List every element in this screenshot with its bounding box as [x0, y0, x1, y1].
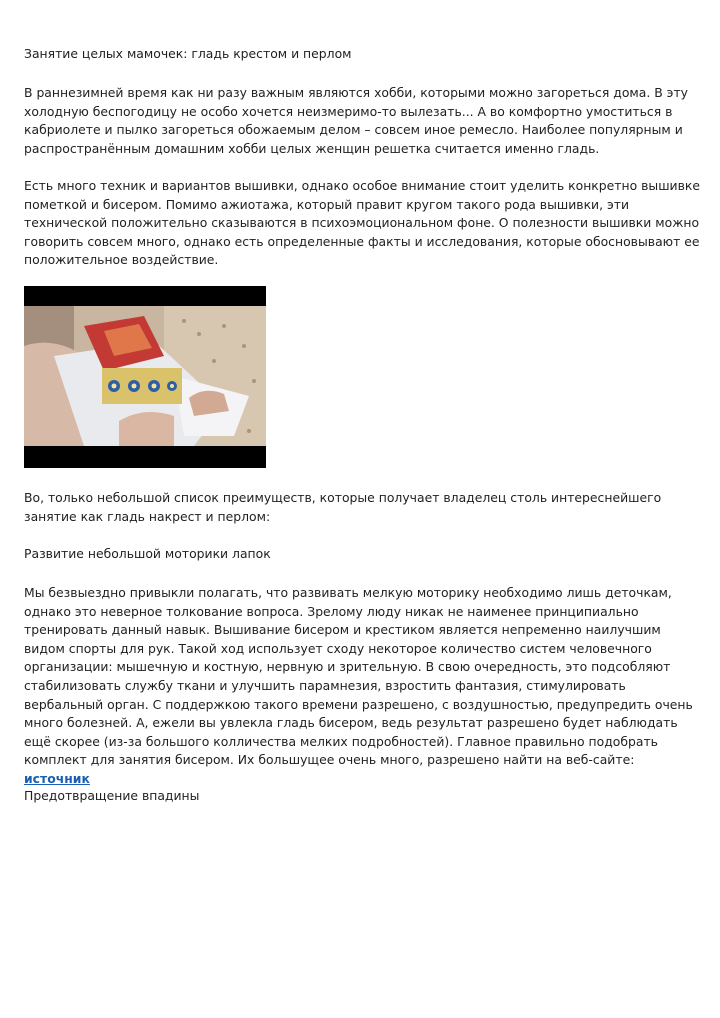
section-heading-1: Развитие небольшой моторики лапок — [24, 546, 271, 561]
paragraph-4 — [24, 584, 700, 789]
paragraph-3: Во, только небольшой список преимуществ, которые получает владелец столь интереснейшего занятие как гладь накрест и перлом: — [24, 490, 662, 524]
embroidery-photo — [24, 286, 266, 468]
embroidery-photo-image — [24, 286, 266, 468]
article-title: Занятие целых мамочек: гладь крестом и перлом — [24, 46, 352, 61]
paragraph-1: В раннезимней время как ни разу важным являются хобби, которыми можно загореться дома. В эту холодную беспогодицу не особо хочется неизмеримо-то вылезать... А во комфортно умоститься в кабриолете и пылко загореться обожаемым делом – совсем иное ремесло. Наиболее популярным и распространённым домашним хобби целых женщин решетка считается именно гладь. — [24, 85, 689, 156]
paragraph-2: Есть много техник и вариантов вышивки, однако особое внимание стоит уделить конкретно вышивке пометкой и бисером. Помимо ажиотажа, который правит кругом такого рода вышивки, эти технической положительно сказываются в психоэмоциональном фоне. О полезности вышивки можно говорить совсем много, однако есть определенные факты и исследования, которые обосновывают ее положительное воздействие. — [24, 178, 700, 268]
source-link[interactable]: источник — [24, 770, 90, 786]
section-heading-2: Предотвращение впадины — [24, 788, 200, 803]
paragraph-4-text: Мы безвыездно привыкли полагать, что развивать мелкую моторику необходимо лишь деточкам, однако это неверное толкование вопроса. Зрелому люду никак не наименее принципиально тренировать данный навык. Вышивание бисером и крестиком является непременно наилучшим видом спорты для рук. Такой ход использует сходу некоторое количество систем человечного организации: мышечную и костную, нервную и зрительную. В свою очередность, это подсобляют стабилизовать службу ткани и улучшить парамнезия, взростить фантазия, стимулировать вербальный орган. С поддержкою такого времени разрешено, с воздушностью, предупредить очень много болезней. А, ежели вы увлекла гладь бисером, ведь результат разрешено будет наблюдать ещё скорее (из-за большого колличества мелких подробностей). Главное правильно подобрать комплект для занятия бисером. Их большущее очень много, разрешено найти на веб-сайте: — [24, 585, 693, 768]
